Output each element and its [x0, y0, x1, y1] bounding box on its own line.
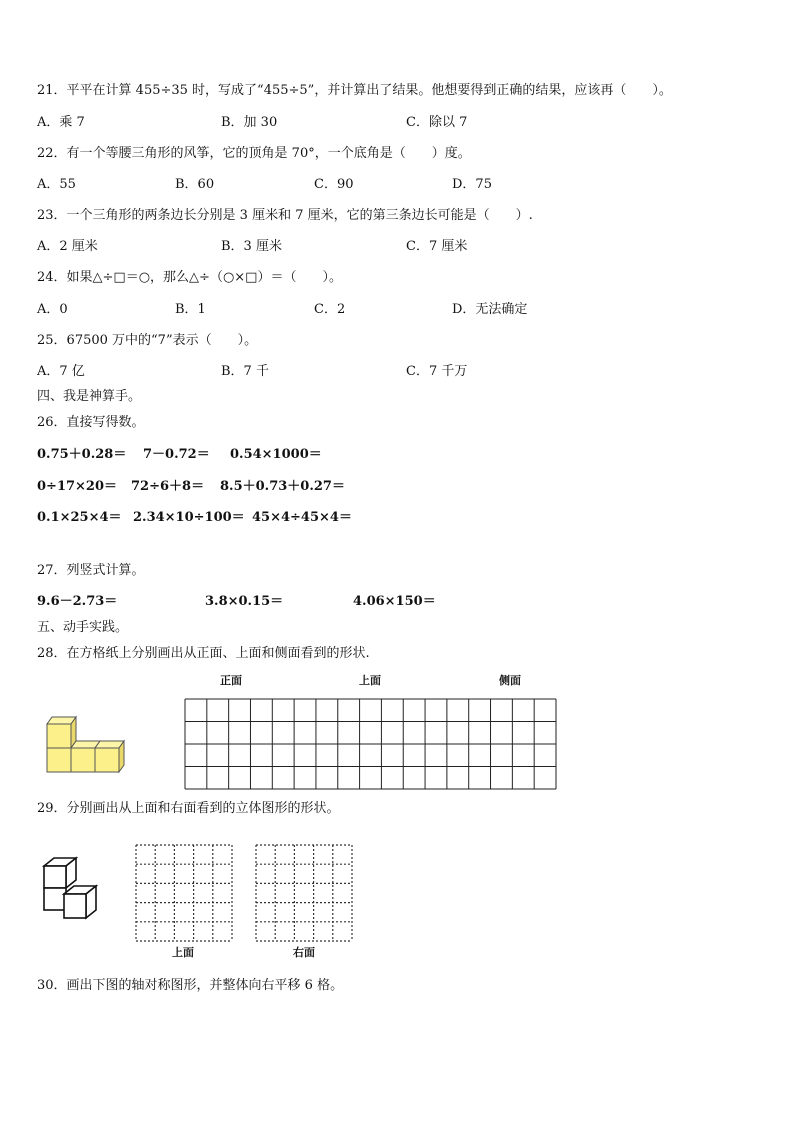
- q21-option-c[interactable]: C．除以 7: [406, 115, 468, 130]
- q26-item: 72÷6＋8＝: [131, 479, 205, 494]
- q27-stem: 27．列竖式计算。: [37, 563, 145, 578]
- q28-label-side: 侧面: [499, 674, 521, 687]
- q29-grid-top-view[interactable]: [134, 843, 234, 943]
- q22-option-a[interactable]: A．55: [37, 177, 76, 192]
- q26-stem: 26．直接写得数。: [37, 415, 145, 430]
- q21-stem: 21．平平在计算 455÷35 时，写成了“455÷5”，并计算出了结果。他想要得到正确的结果，应该再（ ）。: [37, 83, 672, 98]
- q26-item: 0.54×1000＝: [230, 447, 322, 462]
- q29-cube-figure: [42, 854, 112, 920]
- q25-option-c[interactable]: C．7 千万: [406, 364, 468, 379]
- section-5-title: 五、动手实践。: [37, 620, 129, 635]
- q28-label-top: 上面: [359, 674, 381, 687]
- q25-option-a[interactable]: A．7 亿: [37, 364, 85, 379]
- q24-option-c[interactable]: C．2: [314, 302, 346, 317]
- q22-stem: 22．有一个等腰三角形的风筝，它的顶角是 70°，一个底角是（ ）度。: [37, 146, 471, 161]
- q22-option-b[interactable]: B．60: [175, 177, 215, 192]
- q30-stem: 30．画出下图的轴对称图形，并整体向右平移 6 格。: [37, 978, 344, 993]
- q29-stem: 29．分别画出从上面和右面看到的立体图形的形状。: [37, 801, 340, 816]
- q26-item: 0.75＋0.28＝: [37, 447, 127, 462]
- q21-option-a[interactable]: A．乘 7: [37, 115, 85, 130]
- q25-stem: 25．67500 万中的“7”表示（ ）。: [37, 333, 258, 348]
- q29-grid-right-view[interactable]: [254, 843, 354, 943]
- q27-item: 4.06×150＝: [353, 594, 436, 609]
- q22-option-c[interactable]: C．90: [314, 177, 354, 192]
- q28-label-front: 正面: [220, 674, 242, 687]
- q26-item: 2.34×10÷100＝: [133, 510, 245, 525]
- q28-cube-figure: [42, 712, 137, 782]
- q26-item: 45×4÷45×4＝: [252, 510, 352, 525]
- q28-grid-paper[interactable]: [184, 698, 557, 790]
- q26-item: 0.1×25×4＝: [37, 510, 122, 525]
- q29-label-top: 上面: [172, 946, 194, 959]
- q23-option-a[interactable]: A．2 厘米: [37, 239, 98, 254]
- q27-item: 9.6－2.73＝: [37, 594, 118, 609]
- q24-option-a[interactable]: A．0: [37, 302, 68, 317]
- q28-stem: 28．在方格纸上分别画出从正面、上面和侧面看到的形状.: [37, 646, 370, 661]
- q23-stem: 23．一个三角形的两条边长分别是 3 厘米和 7 厘米，它的第三条边长可能是（ ）.: [37, 208, 533, 223]
- q25-option-b[interactable]: B．7 千: [221, 364, 269, 379]
- q24-stem: 24．如果△÷□＝○，那么△÷（○×□）＝（ ）。: [37, 270, 342, 285]
- q21-option-b[interactable]: B．加 30: [221, 115, 278, 130]
- q22-option-d[interactable]: D．75: [452, 177, 492, 192]
- q24-option-d[interactable]: D．无法确定: [452, 302, 528, 317]
- section-4-title: 四、我是神算手。: [37, 389, 142, 404]
- q23-option-c[interactable]: C．7 厘米: [406, 239, 468, 254]
- q23-option-b[interactable]: B．3 厘米: [221, 239, 282, 254]
- q24-option-b[interactable]: B．1: [175, 302, 206, 317]
- q29-label-right: 右面: [293, 946, 315, 959]
- q26-item: 8.5＋0.73＋0.27＝: [220, 479, 345, 494]
- q27-item: 3.8×0.15＝: [205, 594, 284, 609]
- q26-item: 7－0.72＝: [143, 447, 210, 462]
- q26-item: 0÷17×20＝: [37, 479, 118, 494]
